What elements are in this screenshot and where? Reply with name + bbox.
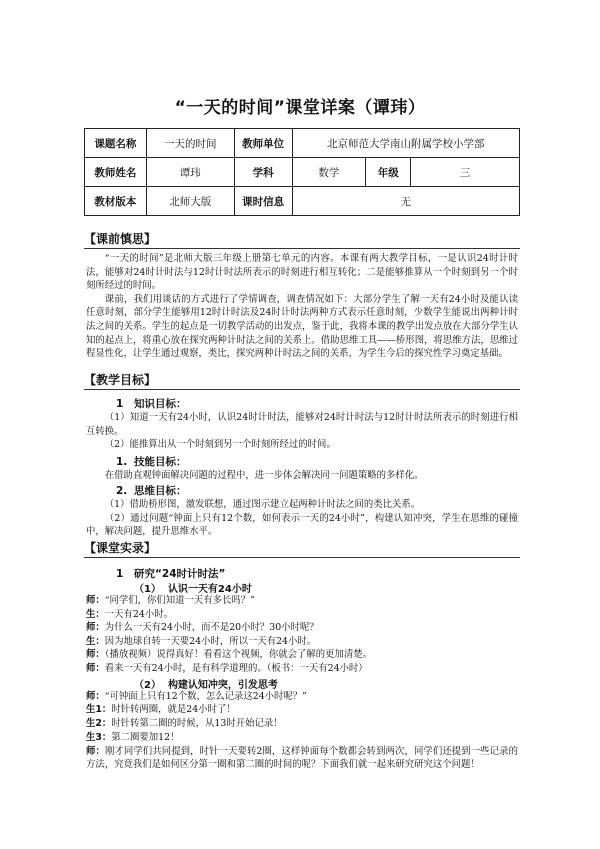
speaker: 师： [86,649,105,660]
lesson-info-table [84,128,520,216]
document-title: “一天的时间”课堂详案（谭玮） [174,98,426,118]
subject-label: 学科 [234,158,292,187]
class-hour-label: 课时信息 [234,187,292,216]
speaker: 师： [86,595,105,606]
topic-value: 一天的时间 [146,129,234,158]
utterance: 时针转第二圈的时候，从13时开始记录！ [111,718,283,729]
part-title: 认识一天有24小时 [167,584,252,595]
section-heading-goals: 【教学目标】 [84,372,520,390]
skill-goal-items [86,469,518,483]
subheading-number: 2. [116,485,128,497]
subheading-number: 1. [116,456,128,468]
part-number: （1） [134,584,161,595]
section-heading-pre-class: 【课前慎思】 [84,231,520,249]
utterance: 时针转两圈，就是24小时了！ [111,704,236,715]
class-hour-value: 无 [292,187,519,216]
dialog-line [86,703,518,716]
speaker: 生3： [86,732,112,743]
utterance: 第二圈要加12！ [111,732,180,743]
dialog-line-final [86,745,518,772]
edition-label: 教材版本 [85,187,147,216]
dialog-line [86,621,518,634]
subheading-number: 1 [116,568,124,580]
dialog-line [86,648,518,661]
subject-value: 数学 [292,158,366,187]
speaker: 师： [86,663,105,674]
subheading-research-24h [116,566,225,581]
unit-value: 北京师范大学南山附属学校小学部 [292,129,519,158]
teacher-value: 谭玮 [146,158,234,187]
dialog-line [86,594,518,607]
grade-label: 年级 [366,158,411,187]
subheading-text: 知识目标： [134,398,187,410]
knowledge-goal-items [86,411,518,452]
subheading-part-2 [134,676,278,691]
utterance: 看来一天有24小时，是有科学道理的。（板书：一天有24小时） [104,663,368,674]
part-number: （2） [134,680,161,691]
speaker: 师： [86,622,105,633]
topic-label: 课题名称 [85,129,147,158]
goal-item: （1）知道一天有24小时，认识24时计时法，能够对24时计时法与12时计时法所表示的时刻进行相互转换。 [86,412,518,437]
goal-item: （1）借助桥形图，激发联想，通过图示建立起两种计时法之间的类比关系。 [104,499,421,510]
subheading-part-1 [134,580,252,595]
dialog-line [86,662,518,675]
utterance: （播放视频）说得真好！看看这个视频，你就会了解的更加清楚。 [104,649,372,660]
dialog-line [86,608,518,621]
subheading-knowledge-goal [116,396,187,411]
subheading-text: 技能目标： [134,456,187,468]
thinking-goal-items [86,498,518,539]
speaker: 生1： [86,704,112,715]
goal-item: （2）通过问题“钟面上只有12个数，如何表示一天的24小时”，构建认知冲突，学生在思维的碰撞中，解决问题，提升思维水平。 [86,512,518,538]
utterance: 一天有24小时。 [104,609,173,620]
part-title: 构建认知冲突，引发思考 [167,680,278,691]
utterance: 因为地球自转一天要24小时，所以一天有24小时。 [104,636,317,647]
speaker: 生： [86,636,105,647]
paragraph: 课前，我们用谈话的方式进行了学情调查，调查情况如下：大部分学生了解一天有24小时及能认读任意时刻，部分学生能够用12时计时法及24时计时法两种方式表示任意时刻，少数学生能说出两种计时法之间的关系。学生的起点是一切教学活动的出发点，鉴于此，我将本课的教学出发点放在大部分学生认知的起点上，将重心放在探究两种计时法之间的关系上。借助思维工具——桥形图，将思维方法，思维过程显性化，让学生通过观察，类比，探究两种计时法之间的关系，为学生今后的探究性学习奠定基础。 [86,293,518,360]
edition-value: 北师大版 [146,187,234,216]
speaker: 生2： [86,718,112,729]
speaker: 生： [86,609,105,620]
utterance: 为什么一天有24小时，而不是20小时？30小时呢？ [104,622,319,633]
subheading-text: 研究“24时计时法” [134,568,226,580]
dialog-line [86,690,518,703]
dialog-line [86,717,518,730]
goal-item: （2）能推算出从一个时刻到另一个时刻所经过的时间。 [104,439,336,451]
section-heading-record: 【课堂实录】 [84,540,520,558]
grade-value: 三 [411,158,520,187]
utterance: “同学们，你们知道一天有多长吗？” [104,595,255,606]
dialog-line [86,635,518,648]
unit-label: 教师单位 [234,129,292,158]
paragraph: “一天的时间”是北师大版三年级上册第七单元的内容。本课有两大教学目标，一是认识24时计时法，能够对24时计时法与12时计时法所表示的时刻进行相互转化；二是能够推算从一个时刻到另一个时刻所经过的时间。 [86,253,518,292]
speaker: 师： [86,691,105,702]
subheading-skill-goal [116,454,187,469]
utterance: “可钟面上只有12个数，怎么记录这24小时呢？” [104,691,307,702]
dialog-line [86,731,518,744]
subheading-number: 1 [116,398,124,410]
speaker: 师： [86,746,105,757]
subheading-text: 思维目标： [134,485,187,497]
goal-item: 在借助直观钟面解决问题的过程中，进一步体会解决同一问题策略的多样化。 [104,470,424,481]
pre-class-paragraphs [86,252,518,361]
teacher-label: 教师姓名 [85,158,147,187]
subheading-thinking-goal [116,483,187,498]
utterance: 刚才同学们共同提到，时针一天要转2圈，这样钟面每个数都会转到两次，同学们还提到一些记录的方法，究竟我们是如何区分第一圈和第二圈的时间的呢？下面我们就一起来研究研究这个问题！ [86,746,518,771]
